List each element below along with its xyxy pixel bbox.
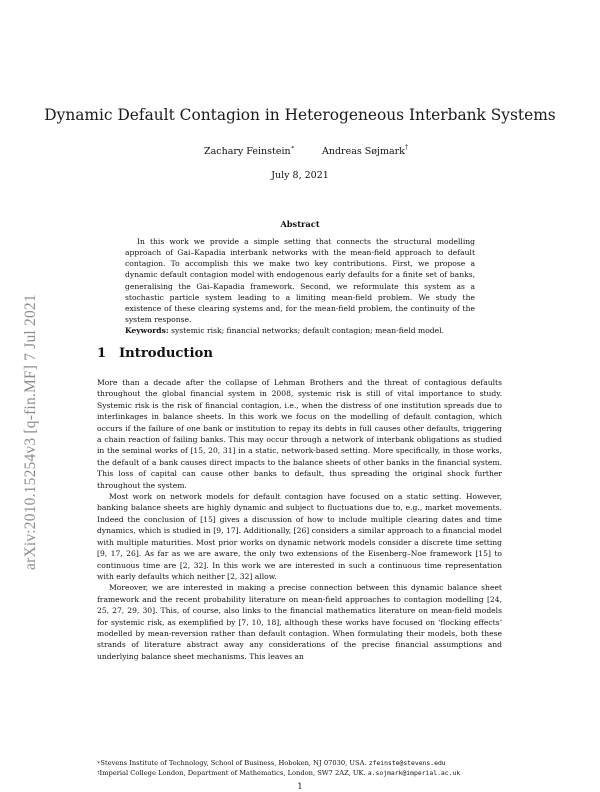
body-paragraph: Most work on network models for default contagion have focused on a static setting. However, banking balance sheets are highly dynamic and subject to fluctuations due to, e.g., market movements. Indeed the conclusion of [15] gives a discussion of how to include multiple clearing dates and time dynamics, which is studied in [9, 17]. Additionally, [26] considers a similar approach to a financial model with multiple maturities. Most prior works on dynamic network models consider a discrete time setting [9, 17, 26]. As far as we are aware, the only two extensions of the Eisenberg–Noe framework [15] to continuous time are [2, 32]. In this work we are interested in such a continuous time representation with early defaults which neither [2, 32] allow. xyxy=(97,492,502,581)
footnote-2 xyxy=(97,768,507,778)
footnote-mark: † xyxy=(97,770,100,776)
arxiv-identifier: arXiv:2010.15254v3 [q-fin.MF] 7 Jul 2021 xyxy=(22,294,39,570)
footnote-mark: ∗ xyxy=(97,760,101,766)
footnotes xyxy=(97,758,507,778)
introduction-body xyxy=(97,377,502,662)
author-name: Zachary Feinstein xyxy=(204,146,291,157)
paper-date: July 8, 2021 xyxy=(271,170,329,181)
paper-title: Dynamic Default Contagion in Heterogeneous Interbank Systems xyxy=(44,106,556,124)
author-name: Andreas Søjmark xyxy=(322,146,405,157)
keywords-line xyxy=(125,325,475,336)
author-1 xyxy=(204,146,295,157)
section-title: Introduction xyxy=(119,346,213,361)
author-footnote-mark: ∗ xyxy=(290,144,295,151)
section-number: 1 xyxy=(97,346,107,361)
author-2 xyxy=(322,146,408,157)
footnote-text: Stevens Institute of Technology, School of Business, Hoboken, NJ 07030, USA. xyxy=(100,759,367,767)
footnote-email: a.sojmark@imperial.ac.uk xyxy=(367,769,461,777)
abstract-heading: Abstract xyxy=(280,219,320,229)
keywords-text: systemic risk; financial networks; default contagion; mean-field model. xyxy=(171,326,444,336)
body-paragraph: More than a decade after the collapse of Lehman Brothers and the threat of contagious defaults throughout the global financial system in 2008, systemic risk is still of vital importance to study. Systemic risk is the risk of financial contagion, i.e., when the distress of one institution spreads due to interlinkages in balance sheets. In this work we focus on the modelling of default contagion, which occurs if the failure of one bank or institution to repay its debts in full causes other defaults, triggering a chain reaction of failing banks. This may occur through a network of interbank obligations as studied in the seminal works of [15, 20, 31] in a static, network-based setting. More specifically, in those works, the default of a bank causes direct impacts to the balance sheets of other banks in the financial system. This loss of capital can cause other banks to default, thus spreading the original shock further throughout the system. xyxy=(97,378,502,490)
abstract-text: In this work we provide a simple setting that connects the structural modelling approach of Gai–Kapadia interbank networks with the mean-field approach to default contagion. To accomplish this we make two key contributions. First, we propose a dynamic default contagion model with endogenous early defaults for a finite set of banks, generalising the Gai–Kapadia framework. Second, we reformulate this system as a stochastic particle system leading to a limiting mean-field problem. We study the existence of these clearing systems and, for the mean-field problem, the continuity of the system response. xyxy=(125,237,475,325)
keywords-label: Keywords: xyxy=(125,326,169,336)
author-footnote-mark: † xyxy=(404,144,408,151)
abstract-body xyxy=(125,236,475,336)
page-number: 1 xyxy=(297,782,303,792)
footnote-email: zfeinste@stevens.edu xyxy=(368,759,446,767)
section-heading xyxy=(97,346,213,361)
body-paragraph: Moreover, we are interested in making a precise connection between this dynamic balance sheet framework and the recent probability literature on mean-field approaches to contagion modelling [24, 25, 27, 29, 30]. This, of course, also links to the financial mathematics literature on mean-field models for systemic risk, as exemplified by [7, 10, 18], although these works have focused on ‘flocking effects’ modelled by mean-reversion rather than default contagion. When formulating their models, both these strands of literature abstract away any considerations of the precise financial assumptions and underlying balance sheet mechanisms. This leaves an xyxy=(97,583,502,661)
footnote-text: Imperial College London, Department of Mathematics, London, SW7 2AZ, UK. xyxy=(99,769,366,777)
footnote-1 xyxy=(97,758,507,768)
